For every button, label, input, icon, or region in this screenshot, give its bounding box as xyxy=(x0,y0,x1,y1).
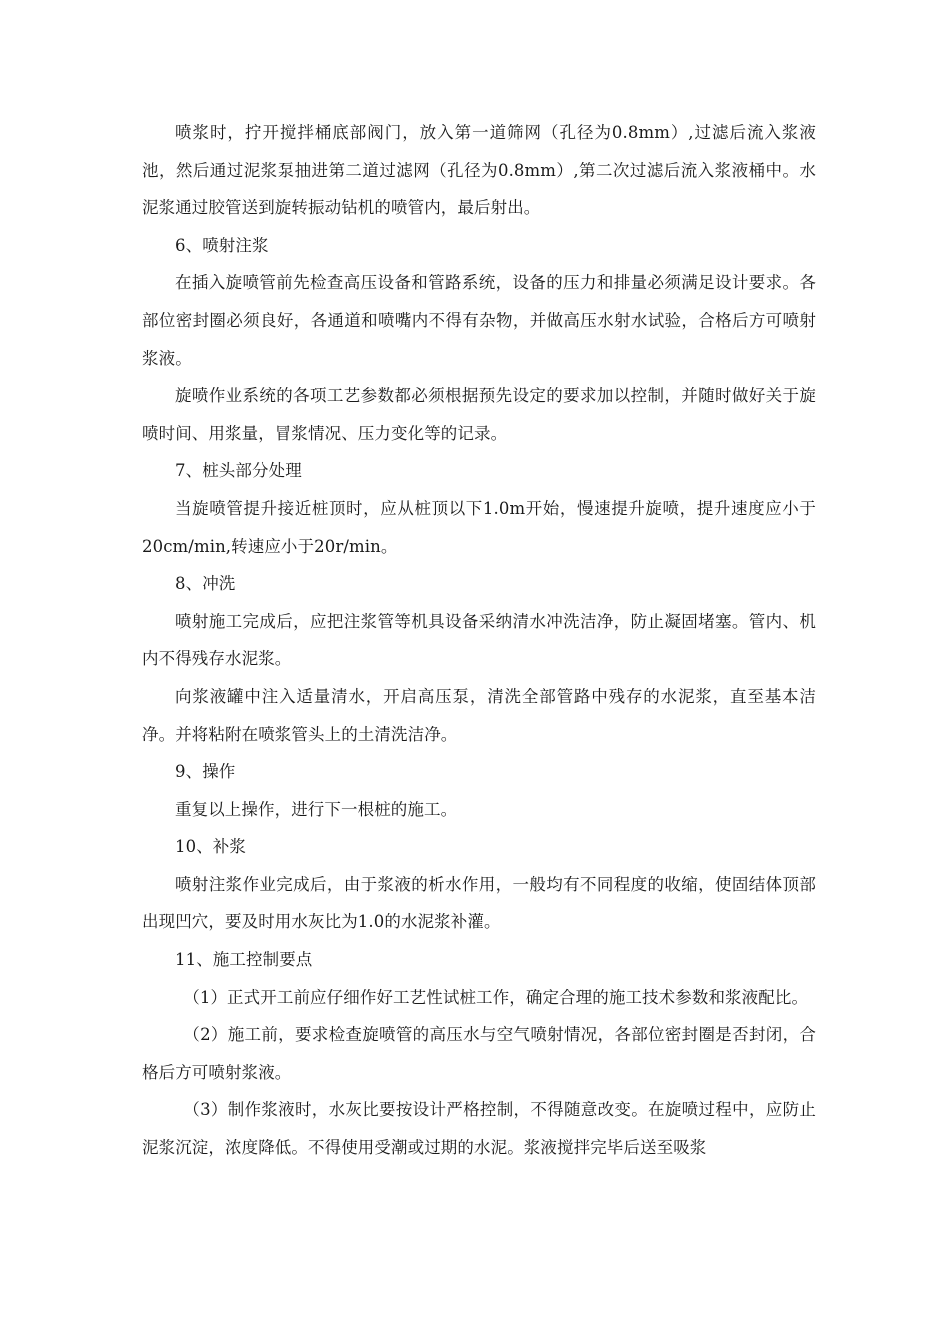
section-heading-7: 7、桩头部分处理 xyxy=(175,461,302,481)
section-heading-6: 6、喷射注浆 xyxy=(175,235,269,255)
paragraph-repeat-operation: 重复以上操作，进行下一根桩的施工。 xyxy=(175,799,458,819)
paragraph-pipeline-clean: 向浆液罐中注入适量清水，开启高压泵，清洗全部管路中残存的水泥浆，直至基本洁净。并将粘附在喷浆管头上的土清洗洁净。 xyxy=(142,686,816,744)
section-heading-8: 8、冲洗 xyxy=(175,574,236,594)
paragraph-equipment-rinse: 喷射施工完成后，应把注浆管等机具设备采纳清水冲洗洁净，防止凝固堵塞。管内、机内不得残存水泥浆。 xyxy=(142,611,816,669)
document-body xyxy=(142,114,816,1167)
control-point-3: （3）制作浆液时，水灰比要按设计严格控制，不得随意改变。在旋喷过程中，应防止泥浆沉淀，浓度降低。不得使用受潮或过期的水泥。浆液搅拌完毕后送至吸浆 xyxy=(142,1100,816,1158)
control-point-2: （2）施工前，要求检查旋喷管的高压水与空气喷射情况，各部位密封圈是否封闭，合格后方可喷射浆液。 xyxy=(142,1025,816,1082)
control-point-1: （1）正式开工前应仔细作好工艺性试桩工作，确定合理的施工技术参数和浆液配比。 xyxy=(183,987,809,1007)
paragraph-pre-insert-check: 在插入旋喷管前先检查高压设备和管路系统，设备的压力和排量必须满足设计要求。各部位密封圈必须良好，各通道和喷嘴内不得有杂物，并做高压水射水试验，合格后方可喷射浆液。 xyxy=(142,273,816,368)
section-heading-11: 11、施工控制要点 xyxy=(175,950,313,970)
paragraph-grout-refill: 喷射注浆作业完成后，由于浆液的析水作用，一般均有不同程度的收缩，使固结体顶部出现凹穴，要及时用水灰比为1.0的水泥浆补灌。 xyxy=(142,874,816,932)
paragraph-spray-filtering: 喷浆时，拧开搅拌桶底部阀门，放入第一道筛网（孔径为0.8mm）,过滤后流入浆液池，然后通过泥浆泵抽进第二道过滤网（孔径为0.8mm）,第二次过滤后流入浆液桶中。水泥浆通过胶管送到旋转振动钻机的喷管内，最后射出。 xyxy=(142,123,816,218)
paragraph-pile-head-lifting: 当旋喷管提升接近桩顶时，应从桩顶以下1.0m开始，慢速提升旋喷，提升速度应小于20cm/min,转速应小于20r/min。 xyxy=(142,498,816,556)
section-heading-10: 10、补浆 xyxy=(175,837,246,857)
section-heading-9: 9、操作 xyxy=(175,762,236,782)
paragraph-process-parameters: 旋喷作业系统的各项工艺参数都必须根据预先设定的要求加以控制，并随时做好关于旋喷时间、用浆量，冒浆情况、压力变化等的记录。 xyxy=(142,386,816,443)
